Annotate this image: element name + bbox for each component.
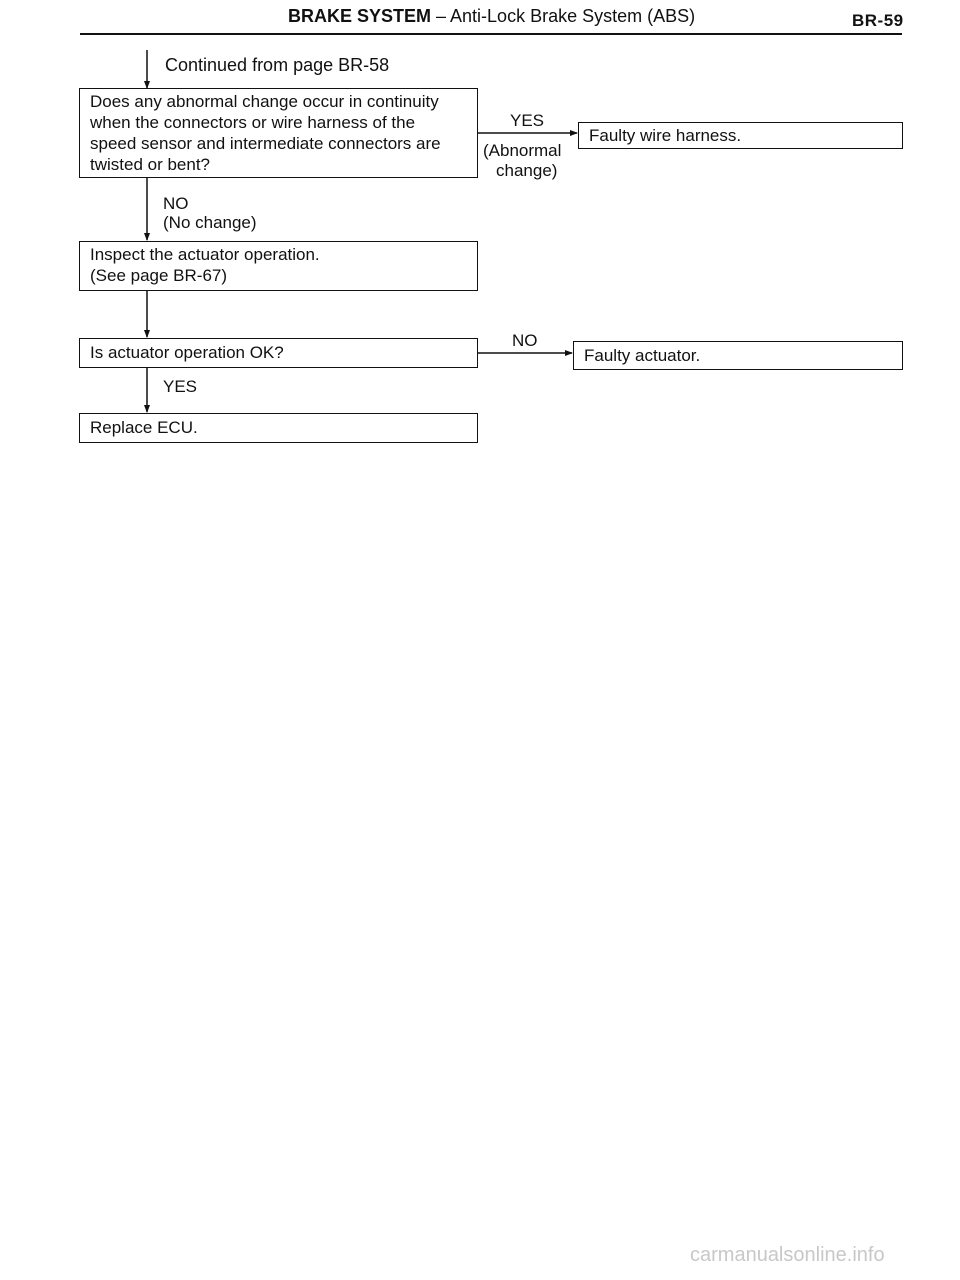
yes-1-label: YES bbox=[510, 111, 545, 130]
watermark-text: carmanualsonline.info bbox=[690, 1244, 885, 1266]
question-1-box bbox=[79, 88, 478, 178]
no-1-sublabel: (No change) bbox=[163, 213, 257, 232]
no-1-label: NO bbox=[163, 194, 189, 213]
inspect-actuator-line-2: (See page BR-67) bbox=[90, 266, 228, 285]
replace-ecu-text: Replace ECU. bbox=[90, 418, 198, 437]
question-1-line-4: twisted or bent? bbox=[90, 155, 211, 174]
yes-2-label: YES bbox=[163, 377, 198, 396]
result-faulty-actuator-box bbox=[573, 341, 903, 370]
inspect-actuator-line-1: Inspect the actuator operation. bbox=[90, 245, 320, 264]
yes-1-sublabel-2: change) bbox=[496, 161, 558, 180]
inspect-actuator-box bbox=[79, 241, 478, 291]
yes-1-sublabel-1: (Abnormal bbox=[483, 141, 562, 160]
page-number: BR-59 bbox=[852, 11, 904, 30]
question-1-line-3: speed sensor and intermediate connectors are bbox=[90, 134, 441, 153]
continued-from-label: Continued from page BR-58 bbox=[165, 55, 390, 75]
result-faulty-wire-harness-box bbox=[578, 122, 903, 149]
header-title-bold: BRAKE SYSTEM bbox=[288, 6, 432, 26]
replace-ecu-box bbox=[79, 413, 478, 443]
result-faulty-wire-harness-text: Faulty wire harness. bbox=[589, 126, 742, 145]
no-2-label: NO bbox=[512, 331, 538, 350]
header-title-rest: – Anti-Lock Brake System (ABS) bbox=[431, 6, 696, 26]
result-faulty-actuator-text: Faulty actuator. bbox=[584, 346, 701, 365]
question-1-line-1: Does any abnormal change occur in continuity bbox=[90, 92, 439, 111]
question-2-box bbox=[79, 338, 478, 368]
question-1-line-2: when the connectors or wire harness of the bbox=[90, 113, 416, 132]
question-2-text: Is actuator operation OK? bbox=[90, 343, 284, 362]
